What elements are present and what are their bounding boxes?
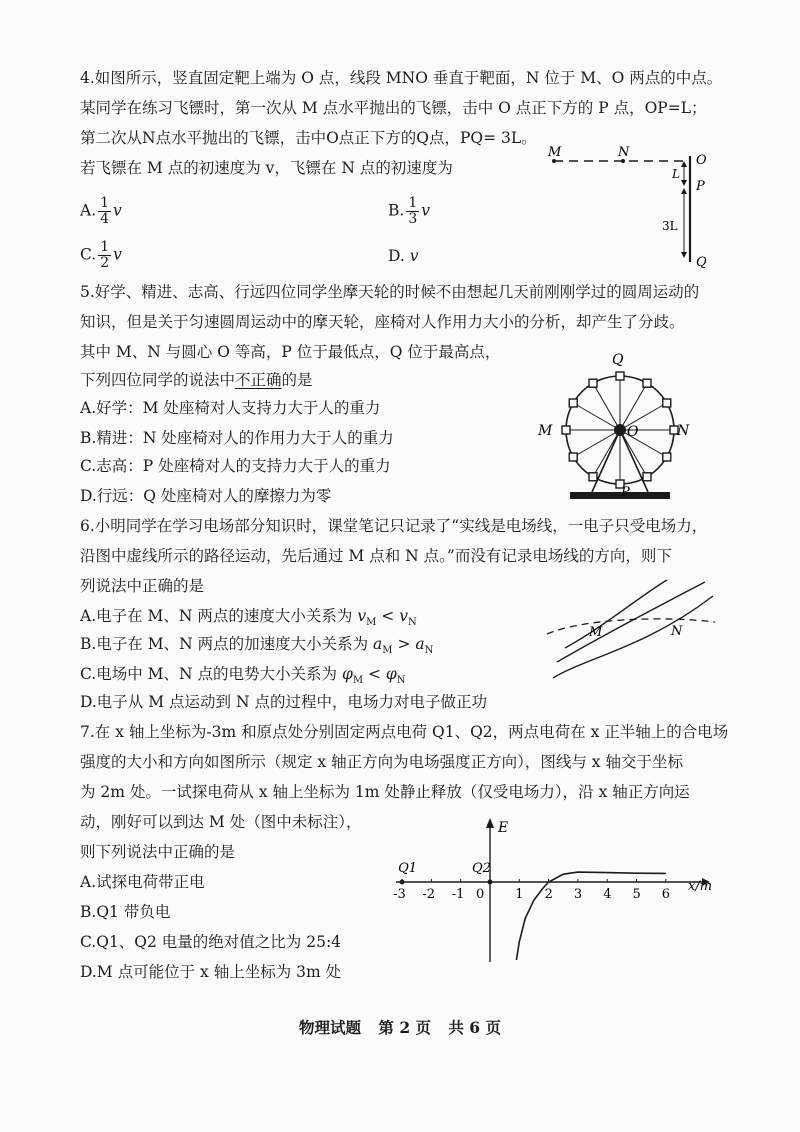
charge-label: Q1	[398, 861, 418, 876]
label-n: N	[677, 423, 690, 439]
q6-line-1: 6.小明同学在学习电场部分知识时，课堂笔记只记录了“实线是电场线，一电子只受电场力，	[80, 517, 708, 535]
wheel-seat	[589, 473, 597, 481]
q7-option-c: C.Q1、Q2 电量的绝对值之比为 25:4	[80, 933, 342, 951]
q7-e-field-chart	[388, 812, 720, 972]
field-line-3	[565, 580, 667, 648]
q6-line-3: 列说法中正确的是	[80, 577, 205, 595]
q5-option-b: B.精进：N 处座椅对人的作用力大于人的重力	[80, 429, 394, 447]
q7-line-1: 7.在 x 轴上坐标为-3m 和原点处分别固定两点电荷 Q1、Q2，两点电荷在 x 正半轴上的合电场	[80, 723, 729, 741]
q5-ferris-wheel-diagram	[530, 346, 710, 506]
label-o: O	[696, 153, 707, 168]
field-line-2	[557, 582, 705, 662]
q5-line-4: 下列四位同学的说法中不正确的是	[80, 371, 313, 389]
q6-line-2: 沿图中虚线所示的路径运动，先后通过 M 点和 N 点。”而没有记录电场线的方向，则下	[80, 547, 672, 565]
x-tick-label: 0	[476, 887, 485, 902]
x-axis-label: x/m	[688, 879, 713, 894]
q5-option-a: A.好学：M 处座椅对人支持力大于人的重力	[80, 399, 381, 417]
x-tick-label: 5	[632, 887, 641, 902]
ferris-wheel-base	[570, 492, 670, 499]
x-tick-label: -1	[451, 887, 465, 902]
q6-option-a: A.电子在 M、N 两点的速度大小关系为 $v_M < v_N$	[80, 607, 417, 629]
q4-line-1: 4.如图所示，竖直固定靶上端为 O 点，线段 MNO 垂直于靶面，N 位于 M、O 两点的中点。	[80, 69, 723, 87]
e-field-curve	[516, 872, 665, 960]
q7-option-a: A.试探电荷带正电	[80, 873, 205, 891]
wheel-spoke	[573, 430, 620, 457]
wheel-spoke	[593, 383, 620, 430]
q6-option-d: D.电子从 M 点运动到 N 点的过程中，电场力对电子做正功	[80, 693, 487, 711]
x-tick-label: 6	[661, 887, 671, 902]
q6-option-b: B.电子在 M、N 两点的加速度大小关系为 $a_M > a_N$	[80, 635, 434, 657]
x-tick-label: -2	[422, 887, 436, 902]
wheel-spoke	[593, 430, 620, 477]
label-m: M	[548, 145, 562, 160]
q7-line-5: 则下列说法中正确的是	[80, 843, 236, 861]
y-axis-arrow	[486, 818, 494, 828]
wheel-seat	[663, 399, 671, 407]
y-axis-label: E	[498, 820, 509, 836]
charge-point	[400, 880, 405, 885]
wheel-seat	[562, 426, 570, 434]
x-tick-label: -3	[393, 887, 406, 902]
wheel-seat	[616, 372, 624, 380]
wheel-seat	[643, 473, 651, 481]
footer-total: 共 6 页	[448, 1018, 501, 1037]
label-m: M	[538, 423, 553, 439]
q7-option-d: D.M 点可能位于 x 轴上坐标为 3m 处	[80, 963, 342, 981]
q4-option-a: A. $\frac{1}{4}$ v	[80, 195, 122, 227]
wheel-spoke	[573, 403, 620, 430]
q6-field-lines-diagram	[545, 578, 720, 682]
x-tick-label: 2	[544, 887, 553, 902]
charge-point	[488, 880, 493, 885]
label-p: P	[696, 179, 705, 194]
q4-line-3: 第二次从N点水平抛出的飞镖，击中O点正下方的Q点，PQ= 3L。	[80, 129, 537, 147]
label-3l: 3L	[662, 219, 678, 233]
label-n: N	[671, 624, 683, 639]
q7-line-2: 强度的大小和方向如图所示（规定 x 轴正方向为电场强度正方向），图线与 x 轴交于坐标	[80, 753, 683, 771]
wheel-seat	[643, 379, 651, 387]
label-q: Q	[612, 352, 624, 368]
field-line-1	[553, 596, 713, 678]
q7-line-3: 为 2m 处。一试探电荷从 x 轴上坐标为 1m 处静止释放（仅受电场力），沿 x 轴正方向运	[80, 783, 690, 801]
q7-line-4: 动，刚好可以到达 M 处（图中未标注），	[80, 813, 362, 831]
wheel-spoke	[620, 383, 647, 430]
x-tick-label: 4	[603, 887, 612, 902]
q4-line-4: 若飞镖在 M 点的初速度为 v，飞镖在 N 点的初速度为	[80, 159, 453, 177]
label-n: N	[618, 145, 630, 160]
page-footer	[0, 1016, 800, 1038]
label-m: M	[589, 625, 603, 640]
q4-option-d: D. v	[388, 247, 419, 265]
q5-line-1: 5.好学、精进、志高、行远四位同学坐摩天轮的时候不由想起几天前刚刚学过的圆周运动的	[80, 283, 700, 301]
wheel-seat	[569, 399, 577, 407]
q6-option-c: C.电场中 M、N 点的电势大小关系为 $\varphi_M < \varphi_N$	[80, 665, 406, 687]
charge-labels	[398, 861, 492, 885]
label-l: L	[672, 167, 680, 181]
q4-option-c: C. $\frac{1}{2}$ v	[80, 239, 122, 271]
label-p: P	[621, 485, 630, 500]
q4-line-2: 某同学在练习飞镖时，第一次从 M 点水平抛出的飞镖，击中 O 点正下方的 P 点，OP=L；	[80, 99, 707, 117]
label-o: O	[627, 424, 639, 440]
q5-option-c: C.志高：P 处座椅对人的支持力大于人的重力	[80, 457, 391, 475]
footer-page: 第 2 页	[378, 1018, 431, 1037]
wheel-seat	[663, 453, 671, 461]
q4-dart-diagram	[540, 144, 720, 270]
q5-option-d: D.行远：Q 处座椅对人的摩擦力为零	[80, 487, 332, 505]
q7-option-b: B.Q1 带负电	[80, 903, 171, 921]
q4-option-b: B. $\frac{1}{3}$ v	[388, 195, 431, 227]
footer-subject: 物理试题	[299, 1018, 362, 1037]
x-tick-label: 1	[515, 887, 524, 902]
x-tick-label: 3	[573, 887, 583, 902]
q5-line-3: 其中 M、N 与圆心 O 等高，P 位于最低点，Q 位于最高点，	[80, 343, 501, 361]
wheel-seat	[589, 379, 597, 387]
label-q: Q	[696, 255, 707, 270]
charge-label: Q2	[472, 861, 491, 876]
q5-line-2: 知识，但是关于匀速圆周运动中的摩天轮，座椅对人作用力大小的分析，却产生了分歧。	[80, 313, 685, 331]
wheel-seat	[569, 453, 577, 461]
